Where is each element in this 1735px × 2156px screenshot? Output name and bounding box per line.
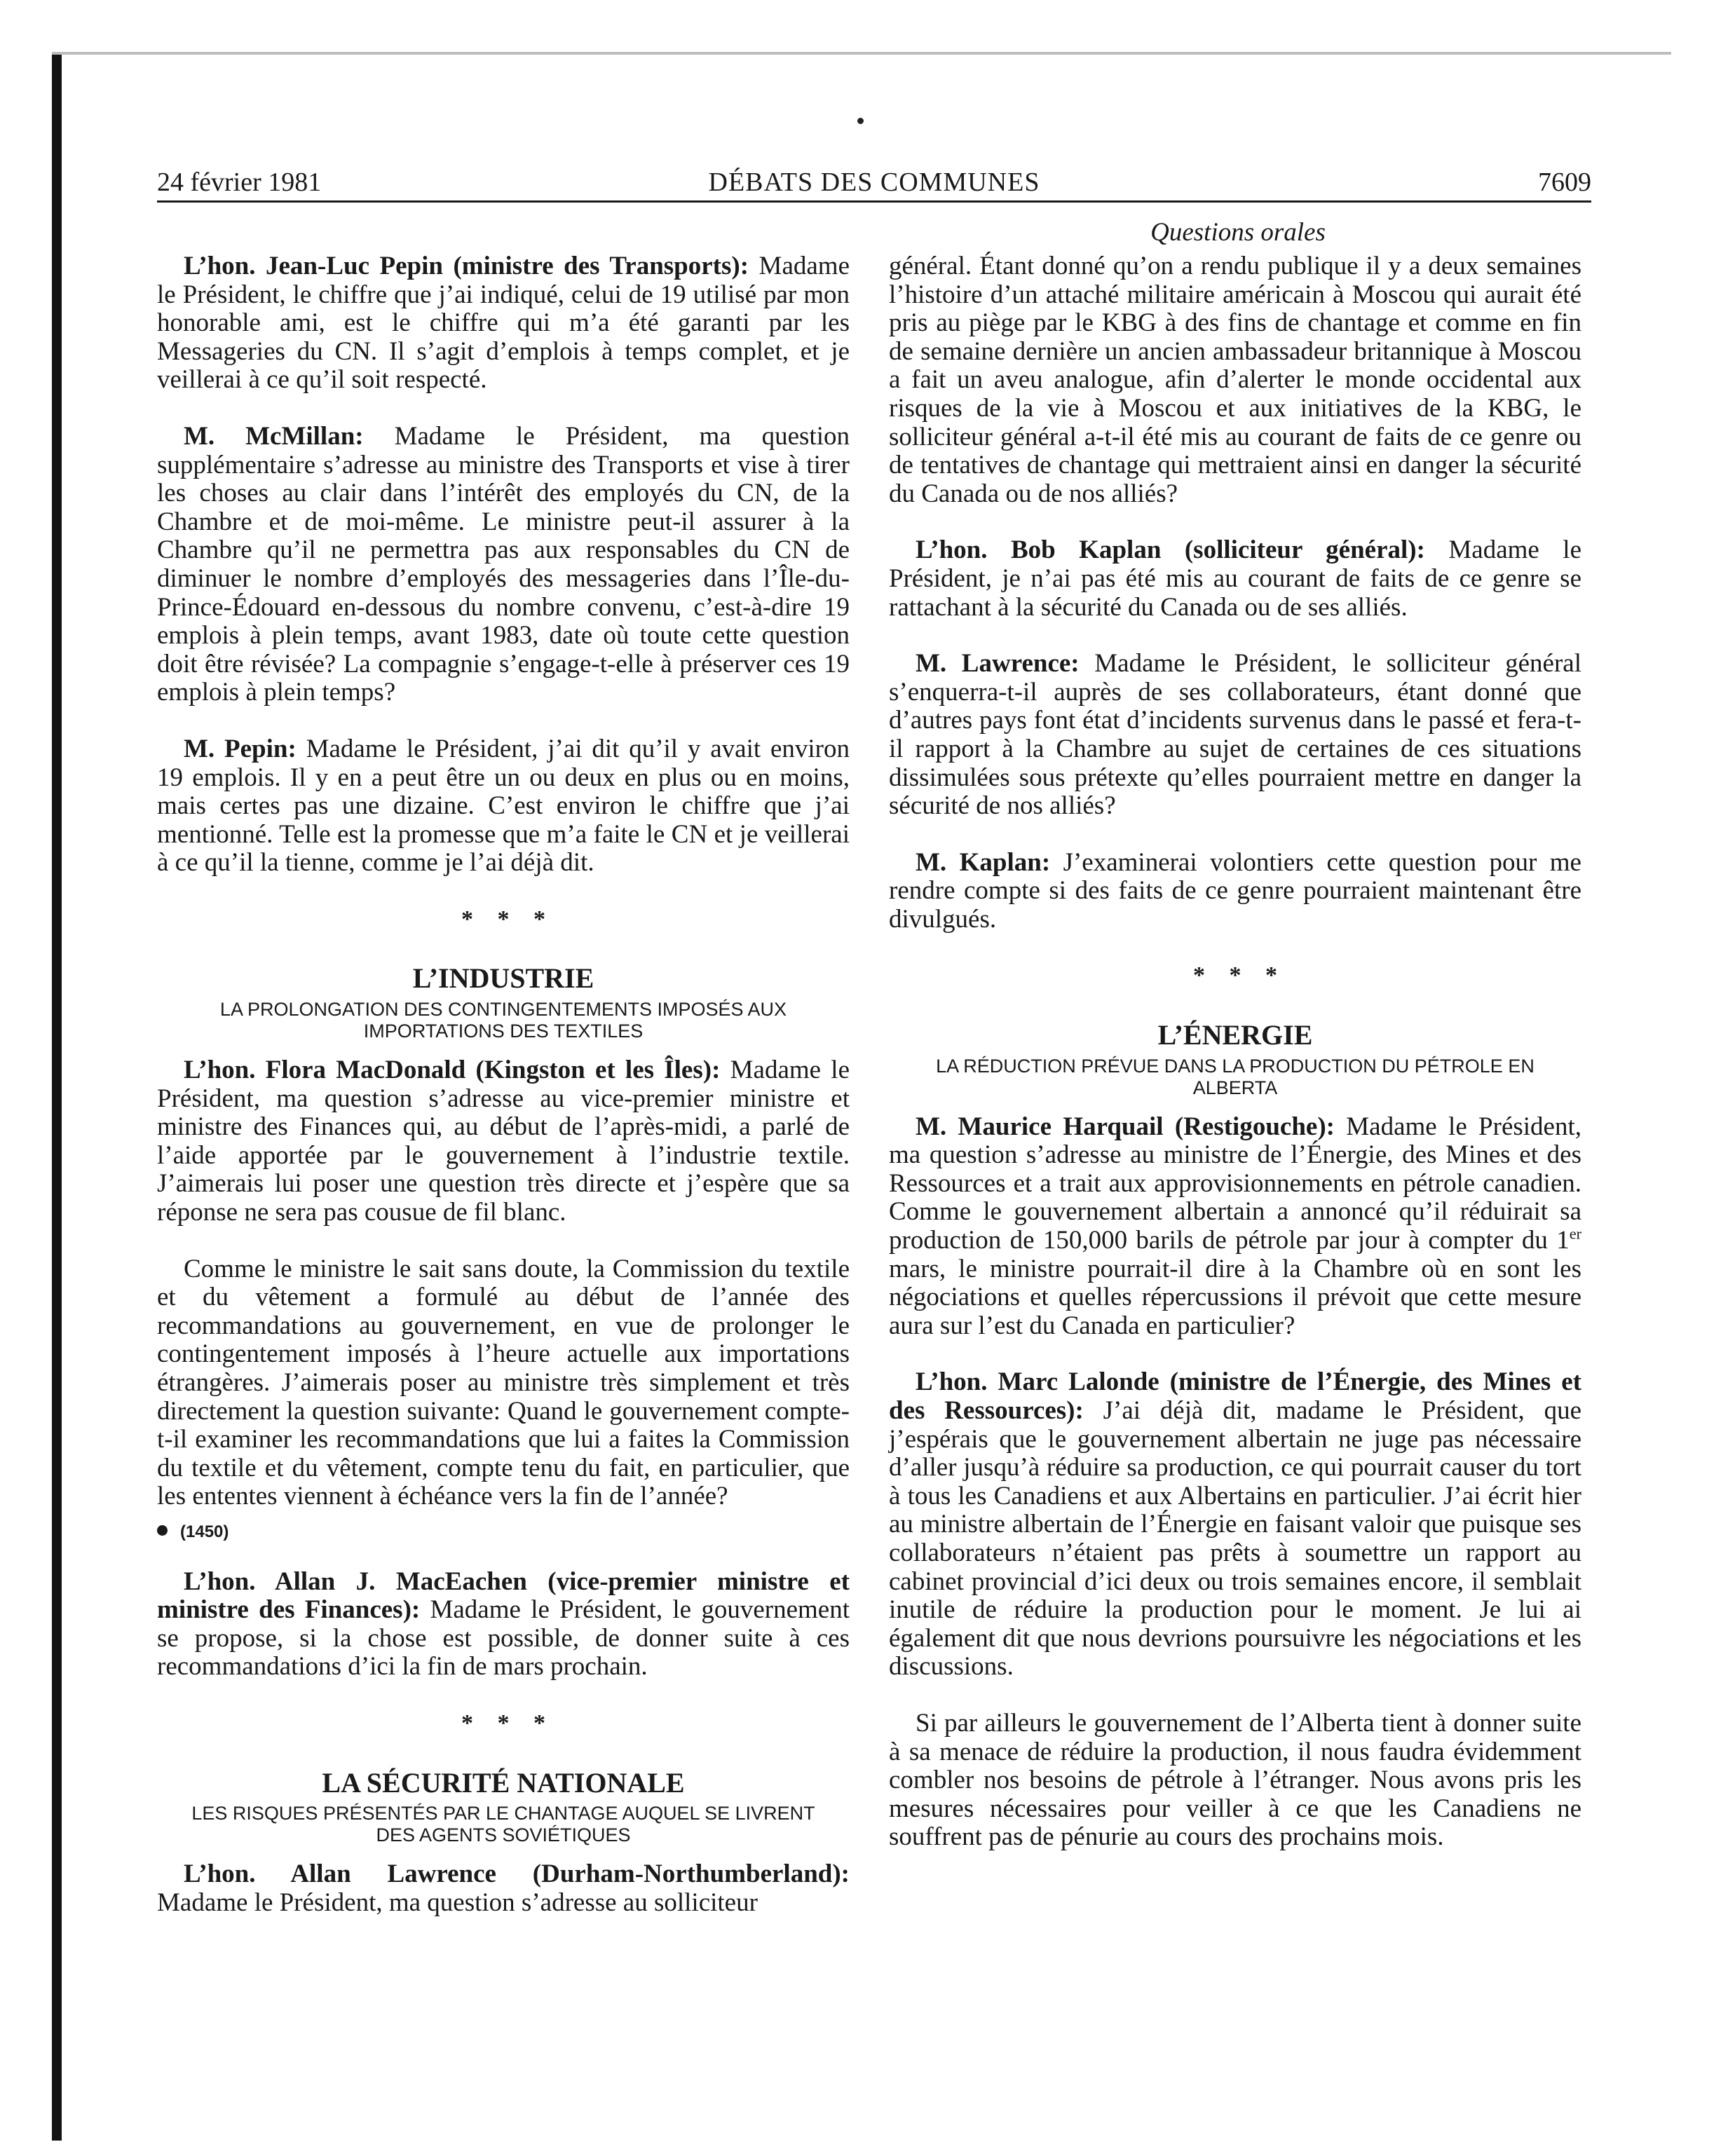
timestamp bbox=[157, 1518, 850, 1547]
section-title: L’INDUSTRIE bbox=[412, 962, 594, 995]
speech: Madame le Président, ma question supplémentaire s’adresse au ministre des Transports et vise à tirer les choses au clair dans l’intérêt des employés du CN, de la Chambre et de moi-même. Le ministre peut-il assurer à la Chambre qu’il ne permettra pas aux responsables du CN de diminuer le nombre d’employés des messageries dans l’Île-du-Prince-Édouard en-dessous du nombre convenu, c’est-à-dire 19 emplois à plein temps, avant 1983, date où toute cette question doit être révisée? La compagnie s’engage-t-elle à préserver ces 19 emplois à plein temps? bbox=[157, 421, 850, 707]
speech: Madame le Président, j’ai dit qu’il y avait environ 19 emplois. Il y en a peut être un ou deux en plus ou en moins, mais certes pas une dizaine. C’est environ le chiffre que j’ai mentionné. Telle est la promesse que m’a faite le CN et je veillerai à ce qu’il la tienne, comme je l’ai déjà dit. bbox=[157, 734, 850, 878]
publication-title: DÉBATS DES COMMUNES bbox=[708, 168, 1040, 197]
speaker: L’hon. Allan J. MacEachen (vice-premier ministre et ministre des Finances): bbox=[157, 1567, 850, 1625]
speaker: L’hon. Bob Kaplan (solliciteur général): bbox=[916, 535, 1425, 565]
paragraph bbox=[889, 650, 1581, 821]
left-column bbox=[157, 252, 850, 1945]
section-title: L’ÉNERGIE bbox=[1157, 1019, 1313, 1051]
speech: J’ai déjà dit, madame le Président, que j’espérais que le gouvernement albertain ne juge pas nécessaire d’aller jusqu’à réduire sa production, ce qui pourrait causer du tort à tous les Canadiens et aux Albertains en particulier. J’ai écrit hier au ministre albertain de l’Énergie en faisant valoir que puisque ses collaborateurs n’étaient pas prêts à soumettre un rapport au cabinet provincial d’ici deux ou trois semaines encore, il semblait inutile de réduire la production pour le moment. Je lui ai également dit que nous devrions poursuivre les négociations et les discussions. bbox=[889, 1396, 1582, 1681]
timestamp-text: (1450) bbox=[180, 1522, 229, 1541]
speaker: L’hon. Flora MacDonald (Kingston et les Îles): bbox=[184, 1056, 721, 1085]
speaker: L’hon. Marc Lalonde (ministre de l’Énergie, des Mines et des Ressources): bbox=[889, 1367, 1581, 1425]
speech: mars, le ministre pourrait-il dire à la Chambre où en sont les négociations et quelles répercussions il prévoit que cette mesure aura sur l’est du Canada en particulier? bbox=[889, 1254, 1581, 1340]
section-separator: * * * bbox=[461, 906, 545, 932]
speaker: M. Pepin: bbox=[184, 734, 297, 763]
paragraph bbox=[157, 252, 850, 395]
section-subtitle: LA PROLONGATION DES CONTINGENTEMENTS IMPOSÉS AUX IMPORTATIONS DES TEXTILES bbox=[219, 999, 787, 1042]
paragraph bbox=[889, 849, 1581, 934]
paragraph bbox=[157, 735, 850, 878]
paragraph bbox=[889, 536, 1581, 622]
paragraph: Comme le ministre le sait sans doute, la Commission du textile et du vêtement a formulé au début de l’année des recommandations au gouvernement, en vue de prolonger le contingentement imposés à l’heure actuelle aux importations étrangères. J’aimerais poser au ministre très simplement et très directement la question suivante: Quand le gouvernement compte-t-il examiner les recommandations que lui a faites la Commission du textile et du vêtement, compte tenu du fait, en particulier, que les ententes viennent à échéance vers la fin de l’année? bbox=[157, 1254, 850, 1511]
paragraph: général. Étant donné qu’on a rendu publique il y a deux semaines l’histoire d’un attaché militaire américain à Moscou qui aurait été pris au piège par le KBG à des fins de chantage et comme en fin de semaine dernière un ancien ambassadeur britannique à Moscou a fait un aveu analogue, afin d’alerter le monde occidental aux risques de la vie à Moscou et aux initiatives de la KBG, le solliciteur général a-t-il été mis au courant de faits de ce genre ou de tentatives de chantage qui mettraient ainsi en danger la sécurité du Canada ou de nos alliés? bbox=[889, 252, 1581, 508]
running-header bbox=[157, 167, 1591, 202]
section-separator: * * * bbox=[461, 1710, 545, 1736]
superscript: er bbox=[1569, 1224, 1581, 1243]
section-running-title: Questions orales bbox=[1150, 218, 1326, 247]
speaker: M. McMillan: bbox=[184, 421, 364, 451]
speech: Madame le Président, le chiffre que j’ai indiqué, celui de 19 utilisé par mon honorable ami, est le chiffre qui m’a été garanti par les Messageries du CN. Il s’agit d’emplois à temps complet, et je veillerai à ce qu’il soit respecté. bbox=[157, 252, 850, 395]
scan-edge-left bbox=[52, 52, 62, 2141]
paragraph bbox=[889, 1113, 1581, 1341]
section-subtitle: LES RISQUES PRÉSENTÉS PAR LE CHANTAGE AUQUEL SE LIVRENT DES AGENTS SOVIÉTIQUES bbox=[191, 1803, 815, 1846]
section-subtitle: LA RÉDUCTION PRÉVUE DANS LA PRODUCTION DU PÉTROLE EN ALBERTA bbox=[936, 1055, 1535, 1098]
paragraph bbox=[889, 1368, 1581, 1681]
header-date: 24 février 1981 bbox=[157, 168, 322, 197]
paragraph bbox=[157, 1056, 850, 1227]
speaker: M. Kaplan: bbox=[916, 847, 1051, 877]
speech: Madame le Président, ma question s’adresse au ministre de l’Énergie, des Mines et des Ressources et a trait aux approvisionnements en pétrole canadien. Comme le gouvernement albertain a annoncé qu’il réduirait sa production de 150,000 barils de pétrole par jour à compter du 1 bbox=[889, 1112, 1581, 1255]
speaker: M. Maurice Harquail (Restigouche): bbox=[916, 1112, 1335, 1141]
speech: Madame le Président, ma question s’adresse au solliciteur bbox=[157, 1888, 758, 1917]
header-rule bbox=[157, 200, 1591, 203]
bullet-icon bbox=[157, 1525, 168, 1536]
speech: J’examinerai volontiers cette question pour me rendre compte si des faits de ce genre pourraient maintenant être divulgués. bbox=[889, 847, 1581, 934]
speech: Madame le Président, je n’ai pas été mis au courant de faits de ce genre se rattachant à la sécurité du Canada ou de ses alliés. bbox=[889, 535, 1581, 622]
speaker: L’hon. Allan Lawrence (Durham-Northumberland): bbox=[184, 1860, 850, 1889]
speech: Madame le Président, ma question s’adresse au vice-premier ministre et ministre des Finances qui, au début de l’après-midi, a parlé de l’aide apportée par le gouvernement à l’industrie textile. J’aimerais lui poser une question très directe et j’espère que sa réponse ne sera pas cousue de fil blanc. bbox=[157, 1056, 850, 1227]
page-number: 7609 bbox=[1538, 168, 1591, 197]
paragraph bbox=[157, 423, 850, 707]
speech: Madame le Président, le solliciteur général s’enquerra-t-il auprès de ses collaborateurs, étant donné que d’autres pays font état d’incidents survenus dans le passé et fera-t-il rapport à la Chambre au sujet de certaines de ces situations dissimulées sous prétexte qu’elles pourraient mettre en danger la sécurité de nos alliés? bbox=[889, 649, 1581, 821]
paragraph bbox=[157, 1860, 850, 1917]
paragraph: Si par ailleurs le gouvernement de l’Alberta tient à donner suite à sa menace de réduire la production, il nous faudra évidemment combler nos besoins de pétrole à l’étranger. Nous avons pris les mesures nécessaires pour veiller à ce que les Canadiens ne souffrent pas de pénurie au cours des prochains mois. bbox=[889, 1708, 1581, 1852]
section-separator: * * * bbox=[1193, 962, 1277, 989]
scan-edge-top bbox=[52, 52, 1671, 55]
section-title: LA SÉCURITÉ NATIONALE bbox=[322, 1766, 685, 1799]
scan-speck bbox=[857, 118, 864, 124]
speech: Madame le Président, le gouvernement se propose, si la chose est possible, de donner suite à ces recommandations d’ici la fin de mars prochain. bbox=[157, 1595, 850, 1681]
speaker: L’hon. Jean-Luc Pepin (ministre des Transports): bbox=[184, 252, 749, 280]
paragraph bbox=[157, 1568, 850, 1681]
speaker: M. Lawrence: bbox=[916, 649, 1080, 678]
right-column bbox=[889, 252, 1581, 1880]
